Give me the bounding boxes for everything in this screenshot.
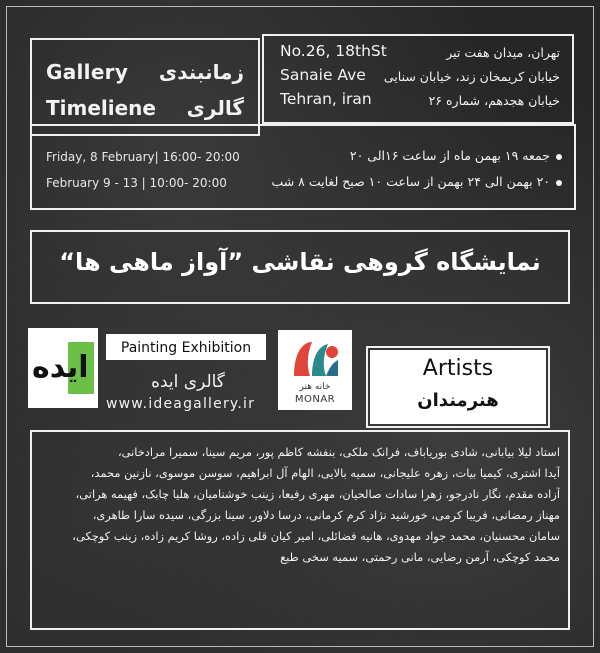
schedule-fa-line: ۲۰ بهمن الی ۲۴ بهمن از ساعت ۱۰ صبح لغایت ۸ شب <box>271 174 562 189</box>
headline-box <box>30 230 570 304</box>
address-en-line: Sanaie Ave <box>280 66 366 84</box>
idea-gallery-logo <box>28 328 98 408</box>
address-fa-line: خیابان کریمخان زند، خیابان سنایی <box>383 69 560 84</box>
gallery-url: www.ideagallery.ir <box>106 396 256 412</box>
address-en-line: Tehran, iran <box>280 90 372 108</box>
names-line: استاد لیلا بیابانی، شادی بوریاباف، فرانک ملکی، بنفشه کاظم پور، مریم سینا، سمیرا مرادخانی، <box>117 445 560 459</box>
timeline-sub-en: Timeliene <box>46 96 156 120</box>
names-line: سامان محسنیان، محمد جواد مهدوی، هانیه فضائلی، امیر کیان قلی زاده، روشا کریم زاده، زینب کوچکی، <box>72 529 560 543</box>
monar-logo <box>278 330 352 410</box>
names-line: مهناز رمضانی، فریبا کرمی، خورشید نژاد کرم کرمانی، درسا دلاور، سینا بزرگی، سیده سارا طاهری، <box>92 508 560 522</box>
monar-mark-icon <box>288 336 342 382</box>
exhibition-headline: نمایشگاه گروهی نقاشی ”آواز ماهی ها“ <box>59 248 541 276</box>
address-box <box>262 34 574 124</box>
artists-heading <box>370 350 546 424</box>
schedule-fa-line: جمعه ۱۹ بهمن ماه از ساعت ۱۶الی ۲۰ <box>350 148 562 163</box>
gallery-name-fa: گالری ایده <box>151 372 225 392</box>
address-en-line: No.26, 18thSt <box>280 42 387 60</box>
names-line: آیدا اشتری، کیمیا بیات، زهره علیجانی، سمیه بالایی، الهام آل ابراهیم، سوسن موسوی، نازنین محمد، <box>90 466 560 480</box>
timeline-title-fa: زمانبندی <box>158 60 244 84</box>
names-line: محمد کوچکی، آرمن رضایی، مانی رحمتی، سمیه سخی طبع <box>280 550 560 564</box>
monar-en-text: MONAR <box>294 394 336 405</box>
artists-title-en: Artists <box>422 356 494 381</box>
timeline-box <box>30 38 260 136</box>
monar-fa-text: خانه هنر <box>299 382 331 392</box>
painting-exhibition-label: Painting Exhibition <box>106 334 266 360</box>
logo-word: ایده <box>32 350 89 385</box>
address-fa-line: تهران، میدان هفت تیر <box>446 45 560 60</box>
schedule-en-line: February 9 - 13 | 10:00- 20:00 <box>46 176 227 190</box>
artists-names-box <box>30 430 570 630</box>
address-fa-line: خیابان هجدهم، شماره ۲۶ <box>428 93 560 108</box>
artists-title-fa: هنرمندان <box>417 390 499 411</box>
timeline-sub-fa: گالری <box>186 96 244 120</box>
bullet-icon <box>556 180 562 186</box>
names-line: آزاده مقدم، نگار نادرجو، زهرا سادات صالحیان، مهری رفیعا، زینب خوشنامیان، هلیا چابک، فهیمه هراتی، <box>75 487 560 501</box>
artist-names <box>42 442 560 568</box>
timeline-title-en: Gallery <box>46 60 129 84</box>
bullet-icon <box>556 154 562 160</box>
schedule-en-line: Friday, 8 February| 16:00- 20:00 <box>46 150 240 164</box>
schedule-box <box>30 124 576 210</box>
